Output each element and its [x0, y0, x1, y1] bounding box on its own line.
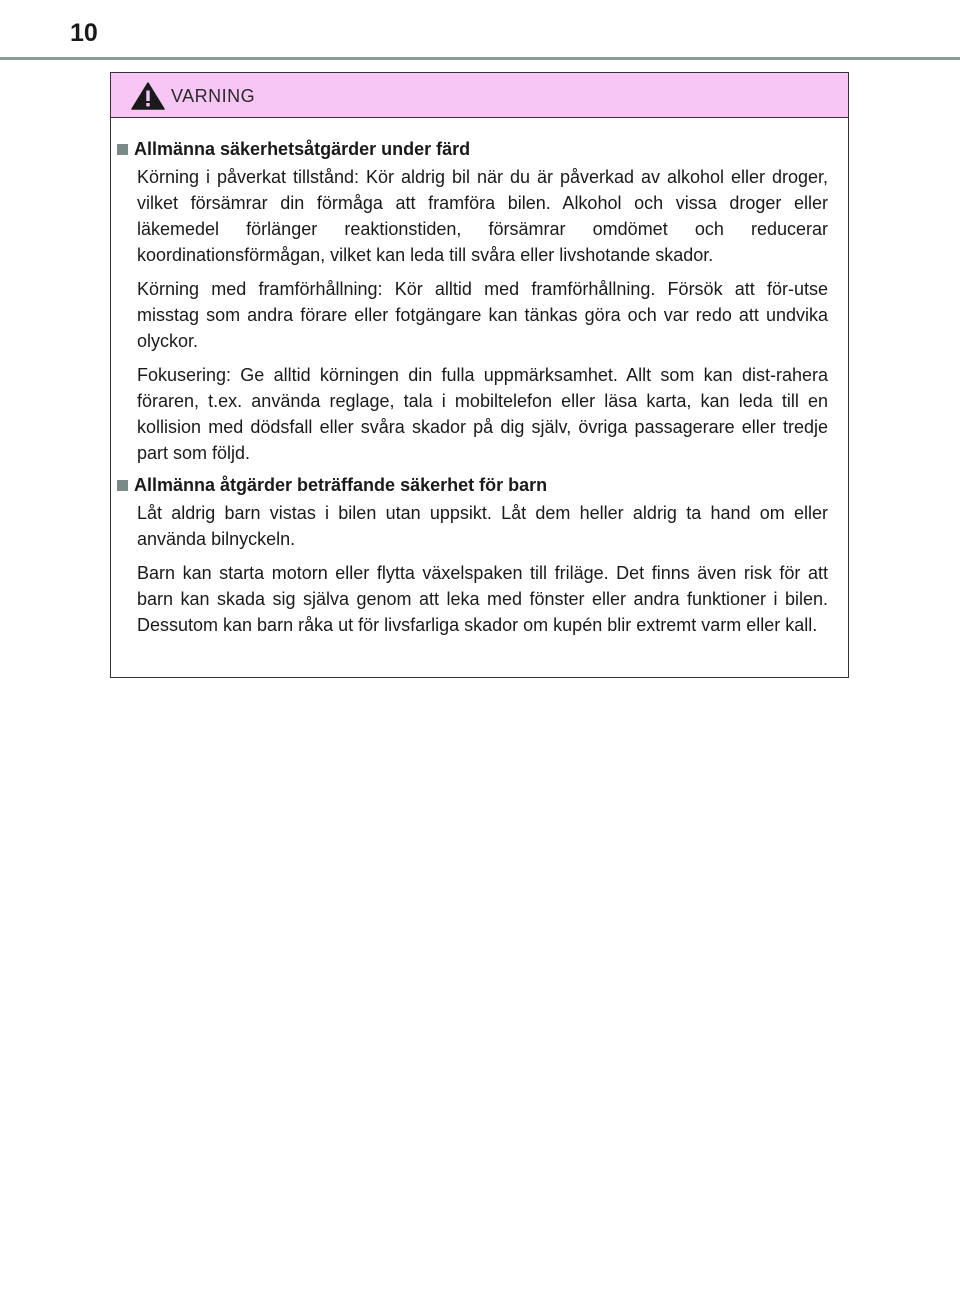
section-title — [115, 472, 828, 498]
warning-body — [111, 118, 848, 638]
paragraph-unattended-children: Låt aldrig barn vistas i bilen utan uppsikt. Låt dem heller aldrig ta hand om eller använda bilnyckeln. — [137, 503, 828, 549]
section-title-text: Allmänna åtgärder beträffande säkerhet för barn — [134, 475, 548, 495]
square-bullet-icon — [117, 144, 128, 155]
square-bullet-icon — [117, 480, 128, 491]
section-title — [115, 136, 828, 162]
section-title-text: Allmänna säkerhetsåtgärder under färd — [134, 139, 471, 159]
page-number: 10 — [70, 19, 98, 47]
paragraph-defensive-driving: Körning med framförhållning: Kör alltid med framförhållning. Försök att för-utse misstag som andra förare eller fotgängare kan tänkas göra och var redo att undvika olyckor. — [137, 279, 828, 351]
section-driving-safety — [115, 136, 828, 466]
section-child-safety — [115, 472, 828, 638]
header-rule — [0, 57, 960, 60]
paragraph-focus: Fokusering: Ge alltid körningen din fulla uppmärksamhet. Allt som kan dist-rahera föraren, t.ex. använda reglage, tala i mobiltelefon eller läsa karta, kan leda till en kollision med dödsfall eller svåra skador på dig själv, övriga passagerare eller tredje part som följd. — [137, 365, 828, 463]
paragraph-impaired-driving: Körning i påverkat tillstånd: Kör aldrig bil när du är påverkad av alkohol eller droger, vilket försämrar din förmåga att framföra bilen. Alkohol och vissa droger eller läkemedel förlänger reaktionstiden, försämrar omdömet och reducerar koordinationsförmågan, vilket kan leda till svåra eller livshotande skador. — [137, 167, 828, 265]
paragraph-child-risks: Barn kan starta motorn eller flytta växelspaken till friläge. Det finns även risk för att barn kan skada sig själva genom att leka med fönster eller andra funktioner i bilen. Dessutom kan barn råka ut för livsfarliga skador om kupén blir extremt varm eller kall. — [137, 563, 828, 635]
warning-header — [111, 73, 848, 118]
warning-label: VARNING — [171, 86, 256, 106]
warning-triangle-icon — [131, 82, 165, 110]
warning-box — [110, 72, 849, 678]
